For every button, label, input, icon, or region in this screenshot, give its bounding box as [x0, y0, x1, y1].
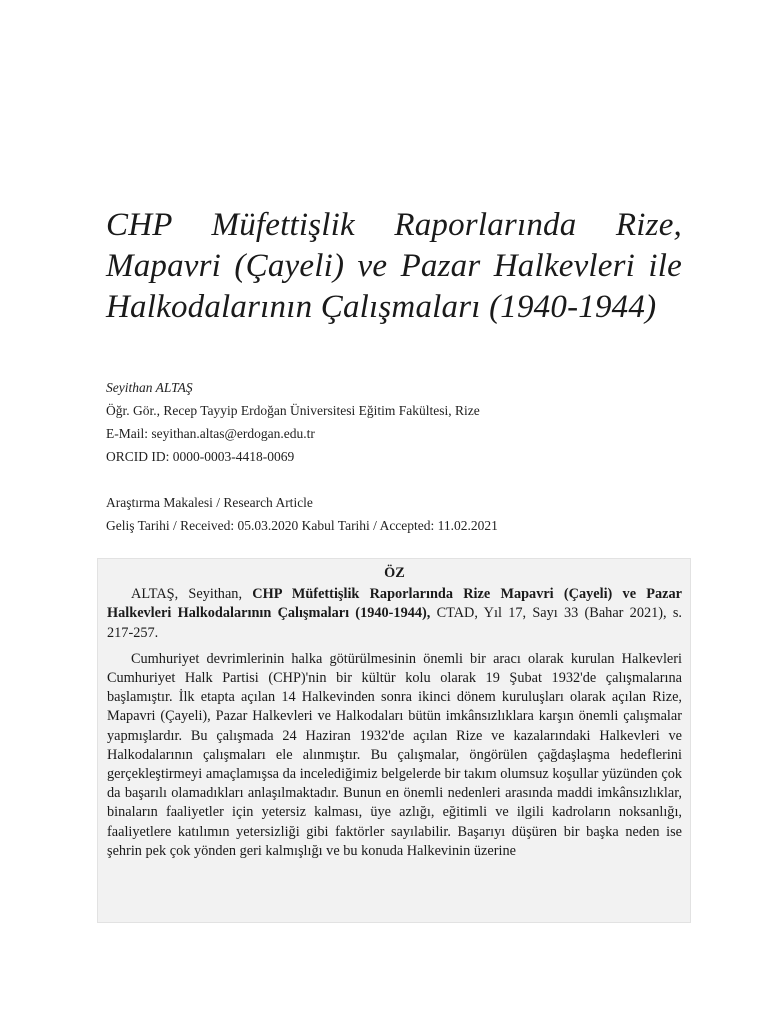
abstract-content [107, 564, 682, 861]
author-info [106, 376, 686, 468]
article-title: CHP Müfettişlik Raporlarında Rize, Mapavri (Çayeli) ve Pazar Halkevleri ile Halkodalarının Çalışmaları (1940-1944) [106, 207, 682, 325]
author-orcid: ORCID ID: 0000-0003-4418-0069 [106, 449, 295, 464]
article-type: Araştırma Makalesi / Research Article [106, 495, 313, 510]
citation-author: ALTAŞ, Seyithan, [131, 586, 253, 603]
abstract-box [97, 558, 691, 923]
author-affiliation: Öğr. Gör., Recep Tayyip Erdoğan Üniversitesi Eğitim Fakültesi, Rize [106, 403, 480, 418]
author-name: Seyithan ALTAŞ [106, 380, 193, 395]
citation-title: CHP Müfettişlik Raporlarında Rize Mapavri (Çayeli) ve Pazar Halkevleri Halkodalarının Çalışmaları (1940-1944), [107, 586, 682, 622]
abstract-citation [107, 585, 682, 643]
abstract-body: Cumhuriyet devrimlerinin halka götürülmesinin önemli bir aracı olarak kurulan Halkevleri Cumhuriyet Halk Partisi (CHP)'nin bir kültür kolu olarak 19 Şubat 1932'de çalışmalarına başlamıştır. İlk etapta açılan 14 Halkevinden sonra ikinci dönem kuruluşları olarak açılan Rize, Mapavri (Çayeli), Pazar Halkevleri ve Halkodaları bütün imkânsızlıklara karşın önemli çalışmalar yapmışlardır. Bu çalışmada 24 Haziran 1932'de açılan Rize ve kazalarındaki Halkevleri ve Halkodalarının çalışmaları ele alınmıştır. Bu çalışmalar, öngörülen çağdaşlaşma hedeflerini gerçekleştirmeyi amaçlamışsa da incelediğimiz belgelerde bir takım olumsuz koşullar yüzünden çok da başarılı olamadıkları anlaşılmaktadır. Bunun en önemli nedenleri arasında maddi imkânsızlıklar, binaların faaliyetler için yetersiz kalması, üye azlığı, eğitimli ve ilgili kadroların noksanlığı, faaliyetlere katılımın yetersizliği gibi faktörler sayılabilir. Başarıyı düşüren bir başka neden ise şehrin pek çok yönden geri kalmışlığı ve bu konuda Halkevinin üzerine [107, 650, 682, 859]
article-meta [106, 491, 686, 537]
article-dates: Geliş Tarihi / Received: 05.03.2020 Kabul Tarihi / Accepted: 11.02.2021 [106, 518, 498, 533]
author-email: E-Mail: seyithan.altas@erdogan.edu.tr [106, 426, 315, 441]
abstract-heading: ÖZ [384, 565, 405, 581]
citation-details: CTAD, Yıl 17, Sayı 33 (Bahar 2021), s. 217-257. [107, 605, 682, 641]
